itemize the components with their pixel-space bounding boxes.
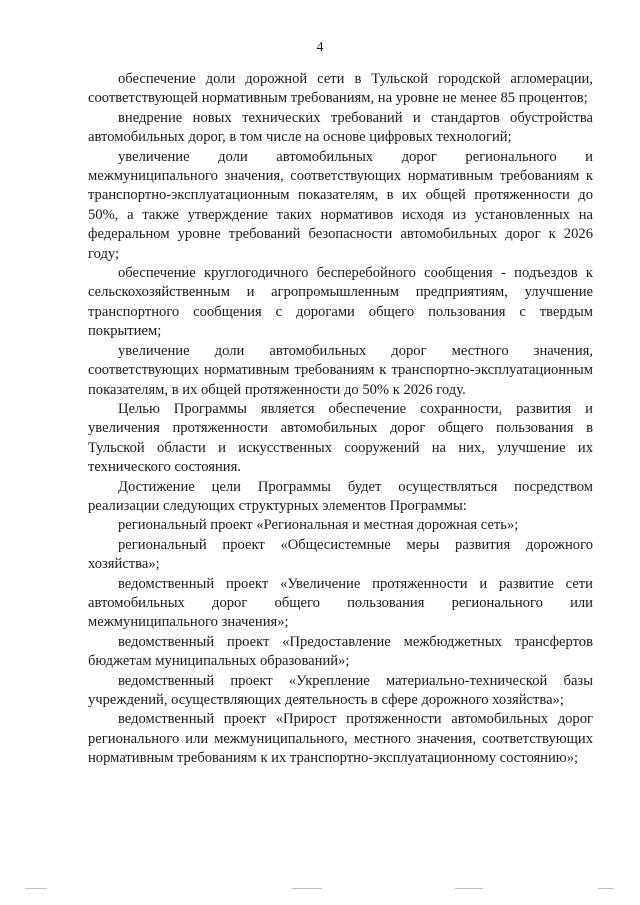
paragraph: региональный проект «Региональная и местная дорожная сеть»; (118, 517, 519, 534)
document-body (88, 70, 593, 769)
paragraph: увеличение доли автомобильных дорог местного значения, соответствующих нормативным требованиям к транспортно-эксплуатационным показателям, в их общей протяженности до 50% к 2026 году. (88, 342, 593, 398)
paragraph: обеспечение круглогодичного бесперебойного сообщения - подъездов к сельскохозяйственным и агропромышленным предприятиям, улучшение транспортного сообщения с дорогами общего пользования с твердым покрытием; (88, 265, 593, 340)
scan-artifact (25, 888, 47, 889)
paragraph: обеспечение доли дорожной сети в Тульской городской агломерации, соответствующей нормативным требованиям, на уровне не менее 85 процентов; (88, 71, 593, 107)
paragraph: ведомственный проект «Увеличение протяженности и развитие сети автомобильных дорог общего пользования регионального или межмуниципального значения»; (88, 575, 593, 631)
paragraph: ведомственный проект «Укрепление материально-технической базы учреждений, осуществляющих деятельность в сфере дорожного хозяйства»; (88, 672, 593, 708)
paragraph: ведомственный проект «Предоставление межбюджетных трансфертов бюджетам муниципальных образований»; (88, 633, 593, 670)
paragraph: Достижение цели Программы будет осуществляться посредством реализации следующих структурных элементов Программы: (88, 478, 593, 514)
paragraph: Целью Программы является обеспечение сохранности, развития и увеличения протяженности автомобильных дорог общего пользования в Тульской области и искусственных сооружений на них, улучшение их технического состояния. (88, 400, 593, 476)
paragraph: ведомственный проект «Прирост протяженности автомобильных дорог регионального или межмуниципального, местного значения, соответствующих нормативным требованиям к их транспортно-эксплуатационному состоянию»; (88, 711, 593, 767)
scan-artifact (292, 888, 322, 889)
page-number: 4 (316, 40, 324, 55)
scan-artifact (455, 888, 483, 889)
scan-artifact (598, 888, 614, 889)
paragraph: увеличение доли автомобильных дорог регионального и межмуниципального значения, соответствующих нормативным требованиям к транспортно-эксплуатационным показателям, в их общей протяженности до 50%, а также утверждение таких нормативов исходя из установленных на федеральном уровне требований безопасности автомобильных дорог к 2026 году; (88, 148, 593, 262)
paragraph: региональный проект «Общесистемные меры развития дорожного хозяйства»; (88, 536, 593, 573)
paragraph: внедрение новых технических требований и стандартов обустройства автомобильных дорог, в том числе на основе цифровых технологий; (88, 109, 593, 146)
